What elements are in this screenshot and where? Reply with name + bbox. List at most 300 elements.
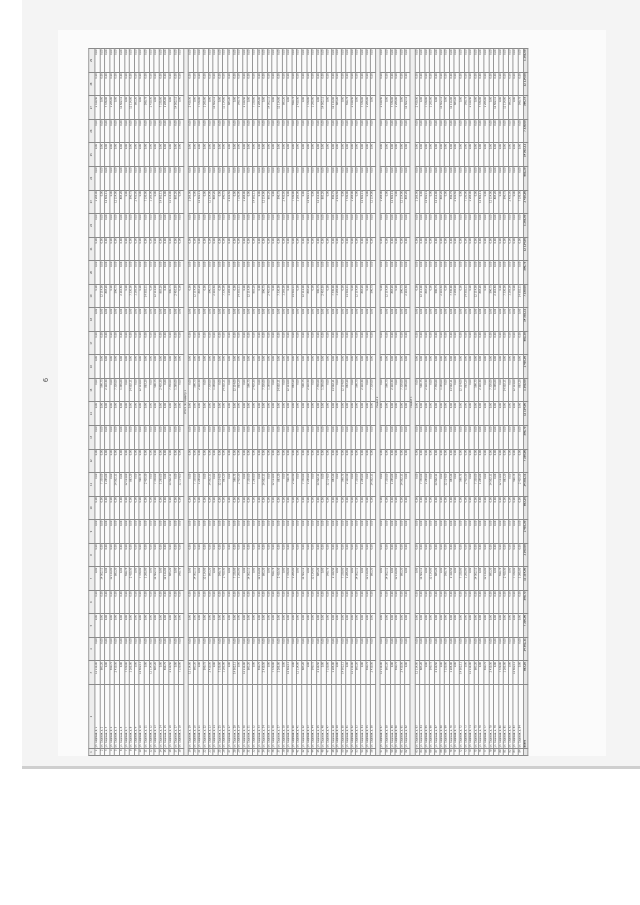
value-cell: 2 410,50 xyxy=(479,378,484,402)
value-cell: 0,00 xyxy=(321,72,326,96)
value-cell: 1 265,00 xyxy=(454,284,459,308)
value-cell: 883,20 xyxy=(400,567,405,591)
value-cell: 1 265,00 xyxy=(346,567,351,591)
value-cell: 0,00 xyxy=(307,308,312,332)
value-cell: 0,00 xyxy=(282,449,287,473)
row-number: 52 xyxy=(351,749,356,756)
value-cell: 0,00 xyxy=(321,402,326,426)
row-label: ул. Садовая, д. 84 xyxy=(518,685,523,749)
value-cell: 0,00 xyxy=(228,567,233,591)
value-cell: 0,00 xyxy=(405,567,410,591)
value-cell: 0,00 xyxy=(464,496,469,520)
value-cell: 0,00 xyxy=(435,49,440,73)
value-cell: 0,00 xyxy=(179,449,184,473)
value-cell: 0,00 xyxy=(351,72,356,96)
total-cell: 883,20 xyxy=(523,166,528,190)
value-cell: 0,00 xyxy=(159,543,164,567)
value-cell: 12 114,00 xyxy=(449,96,454,120)
value-cell: 0,00 xyxy=(174,143,179,167)
value-cell: 0,00 xyxy=(100,331,105,355)
value-cell: 0,00 xyxy=(179,96,184,120)
value-cell: 1 265,00 xyxy=(223,661,228,685)
value-cell: 0,00 xyxy=(248,261,253,285)
value-cell: 0,00 xyxy=(120,119,125,143)
value-cell: 0,00 xyxy=(469,496,474,520)
value-cell: 0,00 xyxy=(174,543,179,567)
value-cell: 0,00 xyxy=(380,590,385,614)
value-cell: 2 410,50 xyxy=(390,378,395,402)
value-cell: 12 114,00 xyxy=(287,378,292,402)
value-cell: 0,00 xyxy=(405,590,410,614)
value-cell: 0,00 xyxy=(179,261,184,285)
row-label: ул. Садовая, д. 43 xyxy=(307,685,312,749)
value-cell: 0,00 xyxy=(356,355,361,379)
row-label: ул. Садовая, д. 66 xyxy=(430,685,435,749)
value-cell: 0,00 xyxy=(361,261,366,285)
value-cell: 0,00 xyxy=(252,119,257,143)
value-cell: 0,00 xyxy=(366,284,371,308)
value-cell: 0,00 xyxy=(277,355,282,379)
row-number: 82 xyxy=(508,749,513,756)
value-cell: 883,20 xyxy=(169,567,174,591)
value-cell: 0,00 xyxy=(193,190,198,214)
value-cell: 0,00 xyxy=(430,543,435,567)
value-cell: 0,00 xyxy=(174,425,179,449)
value-cell: 0,00 xyxy=(518,119,523,143)
value-cell: 0,00 xyxy=(316,425,321,449)
value-cell: 1 265,00 xyxy=(494,378,499,402)
value-cell: 0,00 xyxy=(425,661,430,685)
value-cell: 0,00 xyxy=(484,308,489,332)
value-cell: 0,00 xyxy=(257,590,262,614)
value-cell: 0,00 xyxy=(341,190,346,214)
value-cell: 0,00 xyxy=(149,143,154,167)
value-cell: 0,00 xyxy=(415,637,420,661)
value-cell: 0,00 xyxy=(474,214,479,238)
value-cell: 0,00 xyxy=(302,49,307,73)
value-cell: 0,00 xyxy=(297,49,302,73)
value-cell: 14 502,11 xyxy=(371,473,376,497)
value-cell: 0,00 xyxy=(238,614,243,638)
value-cell: 883,20 xyxy=(134,96,139,120)
value-cell: 0,00 xyxy=(499,614,504,638)
value-cell: 0,00 xyxy=(302,402,307,426)
value-cell: 0,00 xyxy=(420,72,425,96)
value-cell: 0,00 xyxy=(164,355,169,379)
value-cell: 0,00 xyxy=(513,49,518,73)
value-cell: 0,00 xyxy=(267,567,272,591)
row-label: ул. Садовая, д. 67 xyxy=(435,685,440,749)
value-cell: 14 502,11 xyxy=(129,378,134,402)
row-label: ул. Садовая, д. 64 xyxy=(420,685,425,749)
value-cell: 14 502,11 xyxy=(435,473,440,497)
value-cell: 0,00 xyxy=(430,284,435,308)
value-cell: 7 330,00 xyxy=(499,661,504,685)
value-cell: 14 502,11 xyxy=(169,473,174,497)
value-cell: 0,00 xyxy=(489,590,494,614)
value-cell: 0,00 xyxy=(218,637,223,661)
value-cell: 0,00 xyxy=(110,520,115,544)
value-cell: 0,00 xyxy=(257,496,262,520)
value-cell: 0,00 xyxy=(464,355,469,379)
value-cell: 0,00 xyxy=(366,190,371,214)
value-cell: 0,00 xyxy=(277,543,282,567)
value-cell: 0,00 xyxy=(341,166,346,190)
total-cell: 1 265,00 xyxy=(523,543,528,567)
value-cell: 0,00 xyxy=(459,637,464,661)
total-cell: 12 114,00 xyxy=(523,72,528,96)
value-cell: 0,00 xyxy=(188,355,193,379)
value-cell: 0,00 xyxy=(95,590,100,614)
value-cell: 0,00 xyxy=(351,284,356,308)
row-label: ул. Садовая, д. 83 xyxy=(513,685,518,749)
value-cell: 0,00 xyxy=(469,237,474,261)
value-cell: 0,00 xyxy=(164,496,169,520)
value-cell: 0,00 xyxy=(395,473,400,497)
value-cell: 0,00 xyxy=(326,119,331,143)
value-cell: 14 502,11 xyxy=(489,473,494,497)
value-cell: 0,00 xyxy=(474,637,479,661)
value-cell: 0,00 xyxy=(124,520,129,544)
value-cell: 0,00 xyxy=(459,520,464,544)
row-number: 11 xyxy=(144,749,149,756)
value-cell: 0,00 xyxy=(267,590,272,614)
value-cell: 0,00 xyxy=(444,214,449,238)
value-cell: 0,00 xyxy=(208,166,213,190)
value-cell: 883,20 xyxy=(248,661,253,685)
value-cell: 0,00 xyxy=(489,520,494,544)
value-cell: 1 265,00 xyxy=(297,190,302,214)
value-cell: 883,20 xyxy=(238,378,243,402)
value-cell: 0,00 xyxy=(395,331,400,355)
value-cell: 0,00 xyxy=(361,567,366,591)
value-cell: 0,00 xyxy=(380,284,385,308)
value-cell: 0,00 xyxy=(252,425,257,449)
section-title: Раздел 2 xyxy=(376,49,381,756)
value-cell: 590,75 xyxy=(518,96,523,120)
value-cell: 0,00 xyxy=(124,166,129,190)
value-cell: 7 330,00 xyxy=(144,190,149,214)
row-number: 5 xyxy=(115,749,120,756)
value-cell: 0,00 xyxy=(513,590,518,614)
value-cell: 0,00 xyxy=(494,614,499,638)
value-cell: 0,00 xyxy=(503,496,508,520)
value-cell: 0,00 xyxy=(307,166,312,190)
row-label: ул. Садовая, д. 78 xyxy=(489,685,494,749)
value-cell: 0,00 xyxy=(312,402,317,426)
value-cell: 0,00 xyxy=(95,473,100,497)
value-cell: 0,00 xyxy=(223,496,228,520)
value-cell: 0,00 xyxy=(213,637,218,661)
value-cell: 0,00 xyxy=(95,214,100,238)
value-cell: 0,00 xyxy=(188,72,193,96)
value-cell: 0,00 xyxy=(208,72,213,96)
total-cell xyxy=(523,749,528,756)
value-cell: 590,75 xyxy=(129,190,134,214)
value-cell: 0,00 xyxy=(292,520,297,544)
value-cell: 0,00 xyxy=(513,284,518,308)
page-number: 6 xyxy=(42,377,51,383)
value-cell: 0,00 xyxy=(316,119,321,143)
value-cell: 0,00 xyxy=(252,590,257,614)
value-cell: 0,00 xyxy=(439,661,444,685)
value-cell: 0,00 xyxy=(149,473,154,497)
value-cell: 14 502,11 xyxy=(139,661,144,685)
value-cell: 0,00 xyxy=(139,237,144,261)
value-cell: 0,00 xyxy=(134,449,139,473)
value-cell: 0,00 xyxy=(469,166,474,190)
value-cell: 14 502,11 xyxy=(174,96,179,120)
value-cell: 0,00 xyxy=(243,237,248,261)
value-cell: 0,00 xyxy=(503,520,508,544)
value-cell: 0,00 xyxy=(139,520,144,544)
value-cell: 0,00 xyxy=(494,473,499,497)
value-cell: 0,00 xyxy=(518,331,523,355)
value-cell: 0,00 xyxy=(267,520,272,544)
value-cell: 0,00 xyxy=(272,496,277,520)
value-cell: 12 114,00 xyxy=(218,473,223,497)
value-cell: 0,00 xyxy=(469,308,474,332)
value-cell: 0,00 xyxy=(321,214,326,238)
value-cell: 2 410,50 xyxy=(321,284,326,308)
value-cell: 0,00 xyxy=(228,637,233,661)
value-cell: 0,00 xyxy=(326,49,331,73)
header-cell: 5 xyxy=(89,614,95,638)
value-cell: 0,00 xyxy=(262,402,267,426)
value-cell: 0,00 xyxy=(420,237,425,261)
header-cell: 8 xyxy=(89,543,95,567)
value-cell: 0,00 xyxy=(262,143,267,167)
value-cell: 0,00 xyxy=(380,331,385,355)
value-cell: 590,75 xyxy=(100,378,105,402)
value-cell: 14 502,11 xyxy=(346,284,351,308)
value-cell: 0,00 xyxy=(331,543,336,567)
value-cell: 0,00 xyxy=(454,425,459,449)
value-cell: 0,00 xyxy=(188,119,193,143)
value-cell: 0,00 xyxy=(262,308,267,332)
value-cell: 883,20 xyxy=(282,96,287,120)
value-cell: 0,00 xyxy=(262,355,267,379)
value-cell: 590,75 xyxy=(499,567,504,591)
value-cell: 0,00 xyxy=(435,637,440,661)
value-cell: 0,00 xyxy=(420,143,425,167)
row-label: ул. Садовая, д. 69 xyxy=(444,685,449,749)
value-cell: 0,00 xyxy=(95,119,100,143)
value-cell: 590,75 xyxy=(449,190,454,214)
header-cell: 4 xyxy=(89,637,95,661)
value-cell: 0,00 xyxy=(415,449,420,473)
value-cell: 0,00 xyxy=(430,49,435,73)
value-cell: 0,00 xyxy=(169,543,174,567)
value-cell: 0,00 xyxy=(474,308,479,332)
value-cell: 0,00 xyxy=(267,308,272,332)
value-cell: 883,20 xyxy=(474,661,479,685)
value-cell: 0,00 xyxy=(405,496,410,520)
value-cell: 0,00 xyxy=(312,214,317,238)
value-cell: 0,00 xyxy=(223,72,228,96)
value-cell: 0,00 xyxy=(262,614,267,638)
value-cell: 1 265,00 xyxy=(129,661,134,685)
value-cell: 0,00 xyxy=(444,590,449,614)
value-cell: 0,00 xyxy=(479,520,484,544)
value-cell: 0,00 xyxy=(346,637,351,661)
value-cell: 0,00 xyxy=(188,237,193,261)
value-cell: 0,00 xyxy=(292,449,297,473)
value-cell: 0,00 xyxy=(198,49,203,73)
value-cell: 0,00 xyxy=(435,614,440,638)
value-cell: 0,00 xyxy=(430,214,435,238)
value-cell: 1 265,00 xyxy=(336,284,341,308)
value-cell: 0,00 xyxy=(267,661,272,685)
value-cell: 0,00 xyxy=(435,355,440,379)
value-cell: 883,20 xyxy=(129,473,134,497)
value-cell: 0,00 xyxy=(179,119,184,143)
total-cell: 7 330,00 xyxy=(523,449,528,473)
value-cell: 0,00 xyxy=(326,190,331,214)
value-cell: 0,00 xyxy=(312,449,317,473)
value-cell: 590,75 xyxy=(435,284,440,308)
value-cell: 2 410,50 xyxy=(228,190,233,214)
row-label: ул. Садовая, д. 14 xyxy=(159,685,164,749)
value-cell: 0,00 xyxy=(371,449,376,473)
value-cell: 0,00 xyxy=(218,261,223,285)
value-cell: 0,00 xyxy=(105,567,110,591)
value-cell: 0,00 xyxy=(494,496,499,520)
value-cell: 0,00 xyxy=(302,543,307,567)
value-cell: 0,00 xyxy=(243,567,248,591)
value-cell: 0,00 xyxy=(193,496,198,520)
header-cell: 2 xyxy=(89,685,95,749)
value-cell: 0,00 xyxy=(346,143,351,167)
value-cell: 0,00 xyxy=(341,425,346,449)
value-cell: 883,20 xyxy=(307,284,312,308)
value-cell: 590,75 xyxy=(371,284,376,308)
value-cell: 0,00 xyxy=(415,590,420,614)
value-cell: 0,00 xyxy=(139,496,144,520)
total-cell: 1 265,00 xyxy=(523,378,528,402)
value-cell: 0,00 xyxy=(120,543,125,567)
value-cell: 590,75 xyxy=(218,567,223,591)
value-cell: 0,00 xyxy=(193,143,198,167)
value-cell: 2 410,50 xyxy=(494,284,499,308)
row-label: ул. Садовая, д. 77 xyxy=(484,685,489,749)
value-cell: 0,00 xyxy=(366,143,371,167)
value-cell: 12 114,00 xyxy=(356,284,361,308)
value-cell: 0,00 xyxy=(248,308,253,332)
value-cell: 883,20 xyxy=(223,473,228,497)
value-cell: 0,00 xyxy=(380,119,385,143)
value-cell: 0,00 xyxy=(454,237,459,261)
value-cell: 7 330,00 xyxy=(287,567,292,591)
value-cell: 12 114,00 xyxy=(513,378,518,402)
value-cell: 0,00 xyxy=(179,331,184,355)
value-cell: 0,00 xyxy=(188,590,193,614)
value-cell: 7 330,00 xyxy=(277,284,282,308)
value-cell: 7 330,00 xyxy=(356,473,361,497)
value-cell: 0,00 xyxy=(203,166,208,190)
value-cell: 0,00 xyxy=(203,72,208,96)
value-cell: 0,00 xyxy=(302,261,307,285)
value-cell: 0,00 xyxy=(499,119,504,143)
value-cell: 0,00 xyxy=(179,143,184,167)
value-cell: 0,00 xyxy=(469,261,474,285)
value-cell: 0,00 xyxy=(316,214,321,238)
value-cell: 0,00 xyxy=(174,261,179,285)
value-cell: 0,00 xyxy=(223,449,228,473)
value-cell: 0,00 xyxy=(134,590,139,614)
value-cell: 0,00 xyxy=(105,143,110,167)
value-cell: 0,00 xyxy=(223,590,228,614)
value-cell: 0,00 xyxy=(449,72,454,96)
value-cell: 0,00 xyxy=(144,49,149,73)
value-cell: 0,00 xyxy=(316,261,321,285)
value-cell: 1 265,00 xyxy=(228,284,233,308)
value-cell: 0,00 xyxy=(208,614,213,638)
value-cell: 0,00 xyxy=(336,425,341,449)
value-cell: 0,00 xyxy=(469,590,474,614)
value-cell: 12 114,00 xyxy=(302,284,307,308)
value-cell: 0,00 xyxy=(198,637,203,661)
header-cell: 19 xyxy=(89,284,95,308)
value-cell: 7 330,00 xyxy=(100,473,105,497)
value-cell: 0,00 xyxy=(203,543,208,567)
value-cell: 0,00 xyxy=(233,355,238,379)
value-cell: 0,00 xyxy=(272,284,277,308)
value-cell: 7 330,00 xyxy=(346,190,351,214)
value-cell: 0,00 xyxy=(316,543,321,567)
value-cell: 0,00 xyxy=(218,96,223,120)
value-cell: 0,00 xyxy=(252,543,257,567)
value-cell: 0,00 xyxy=(257,143,262,167)
value-cell: 0,00 xyxy=(430,378,435,402)
value-cell: 0,00 xyxy=(208,355,213,379)
value-cell: 0,00 xyxy=(144,402,149,426)
row-number: 47 xyxy=(326,749,331,756)
value-cell: 14 502,11 xyxy=(316,473,321,497)
value-cell: 0,00 xyxy=(449,237,454,261)
value-cell: 0,00 xyxy=(169,119,174,143)
value-cell: 0,00 xyxy=(494,590,499,614)
value-cell: 0,00 xyxy=(193,72,198,96)
value-cell: 0,00 xyxy=(302,143,307,167)
value-cell: 0,00 xyxy=(159,331,164,355)
value-cell: 0,00 xyxy=(513,261,518,285)
value-cell: 0,00 xyxy=(134,119,139,143)
value-cell: 0,00 xyxy=(390,214,395,238)
value-cell: 0,00 xyxy=(302,590,307,614)
value-cell: 0,00 xyxy=(105,637,110,661)
value-cell: 0,00 xyxy=(174,520,179,544)
value-cell: 0,00 xyxy=(159,143,164,167)
value-cell: 0,00 xyxy=(499,543,504,567)
value-cell: 0,00 xyxy=(213,473,218,497)
value-cell: 0,00 xyxy=(469,284,474,308)
value-cell: 1 265,00 xyxy=(159,473,164,497)
value-cell: 0,00 xyxy=(415,473,420,497)
value-cell: 0,00 xyxy=(331,49,336,73)
value-cell: 0,00 xyxy=(174,402,179,426)
value-cell: 0,00 xyxy=(346,214,351,238)
value-cell: 0,00 xyxy=(134,214,139,238)
value-cell: 0,00 xyxy=(193,355,198,379)
value-cell: 1 265,00 xyxy=(503,661,508,685)
value-cell: 0,00 xyxy=(385,402,390,426)
value-cell: 0,00 xyxy=(499,166,504,190)
value-cell: 0,00 xyxy=(272,166,277,190)
value-cell: 0,00 xyxy=(149,214,154,238)
value-cell: 0,00 xyxy=(164,543,169,567)
value-cell: 0,00 xyxy=(257,331,262,355)
